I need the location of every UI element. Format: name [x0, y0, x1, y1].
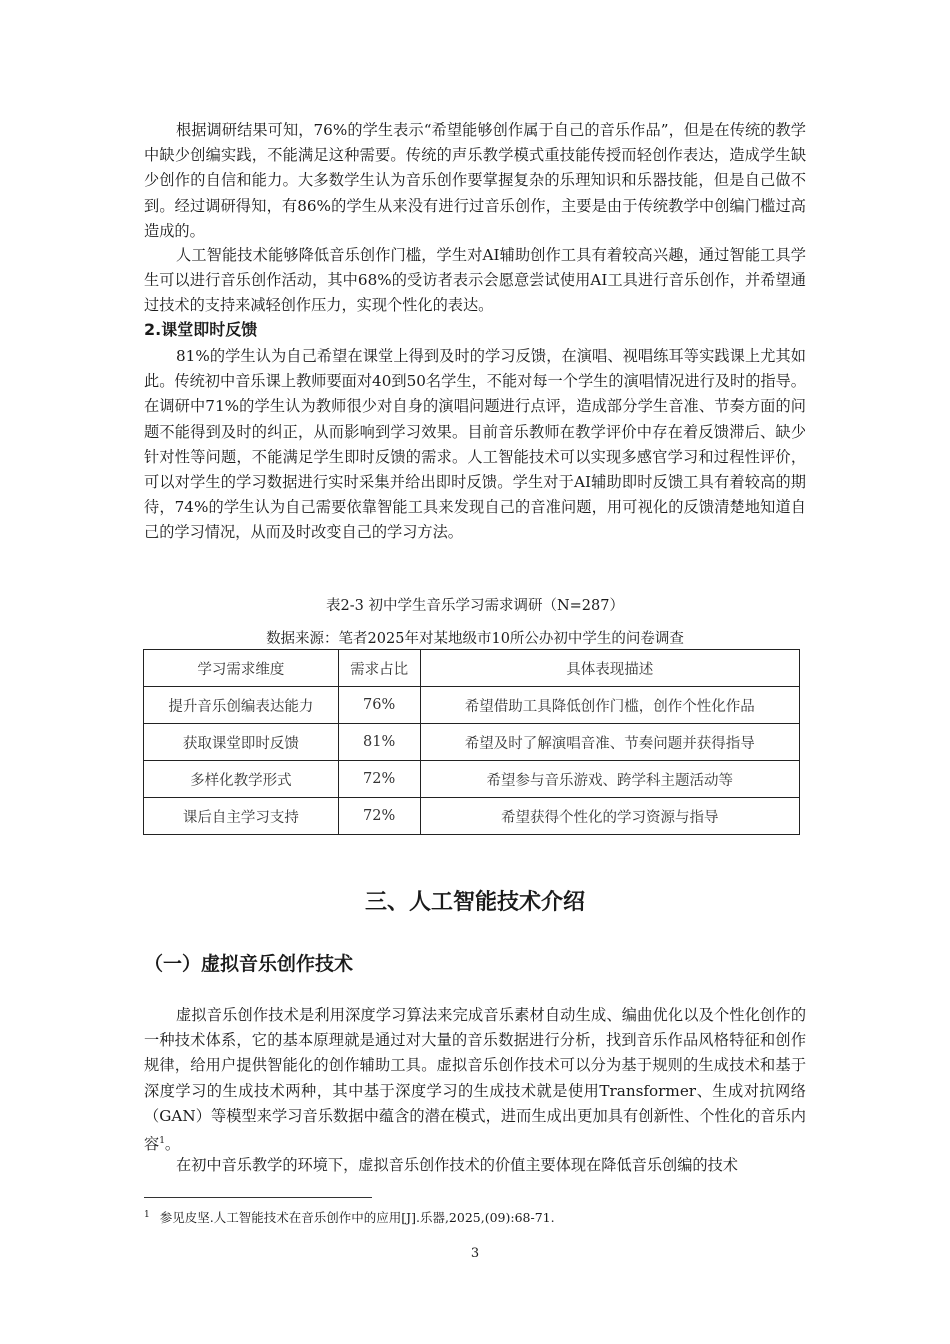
- paragraph-end: 。: [164, 1135, 181, 1154]
- survey-table: [143, 649, 800, 835]
- footnote-text: 参见皮坚.人工智能技术在音乐创作中的应用[J].乐器,2025,(09):68-71.: [159, 1210, 555, 1225]
- paragraph-creation-survey: 根据调研结果可知，76%的学生表示“希望能够创作属于自己的音乐作品”，但是在传统的教学中缺少创编实践，不能满足这种需要。传统的声乐教学模式重技能传授而轻创作表达，造成学生缺少创作的自信和能力。大多数学生认为音乐创作要掌握复杂的乐理知识和乐器技能，但是自己做不到。经过调研得知，有86%的学生从来没有进行过音乐创作，主要是由于传统教学中创编门槛过高造成的。: [144, 121, 806, 240]
- table-cell: 81%: [338, 724, 420, 761]
- table-cell: 72%: [338, 798, 420, 835]
- table-header-cell: 学习需求维度: [144, 650, 339, 687]
- footnote-mark: 1: [144, 1209, 150, 1220]
- page-number: 3: [470, 1246, 480, 1261]
- table-cell: 获取课堂即时反馈: [144, 724, 339, 761]
- subheading-classroom-feedback: 2.课堂即时反馈: [144, 320, 258, 339]
- table-cell: 希望及时了解演唱音准、节奏问题并获得指导: [420, 724, 799, 761]
- section-title: 三、人工智能技术介绍: [364, 890, 585, 915]
- table-row: [144, 687, 800, 724]
- table-row: [144, 798, 800, 835]
- table-cell: 课后自主学习支持: [144, 798, 339, 835]
- table-cell: 希望获得个性化的学习资源与指导: [420, 798, 799, 835]
- table-cell: 希望参与音乐游戏、跨学科主题活动等: [420, 761, 799, 798]
- table-row: [144, 761, 800, 798]
- paragraph-text: 虚拟音乐创作技术是利用深度学习算法来完成音乐素材自动生成、编曲优化以及个性化创作的一种技术体系，它的基本原理就是通过对大量的音乐数据进行分析，找到音乐作品风格特征和创作规律，给用户提供智能化的创作辅助工具。虚拟音乐创作技术可以分为基于规则的生成技术和基于深度学习的生成技术两种，其中基于深度学习的生成技术就是使用Transformer、生成对抗网络（GAN）等模型来学习音乐数据中蕴含的潜在模式，进而生成出更加具有创新性、个性化的音乐内容: [144, 1006, 806, 1154]
- table-header-row: [144, 650, 800, 687]
- paragraph-instant-feedback: 81%的学生认为自己希望在课堂上得到及时的学习反馈，在演唱、视唱练耳等实践课上尤其如此。传统初中音乐课上教师要面对40到50名学生，不能对每一个学生的演唱情况进行及时的指导。在调研中71%的学生认为教师很少对自身的演唱问题进行点评，造成部分学生音准、节奏方面的问题不能得到及时的纠正，从而影响到学习效果。目前音乐教师在教学评价中存在着反馈滞后、缺少针对性等问题，不能满足学生即时反馈的需求。人工智能技术可以实现多感官学习和过程性评价，可以对学生的学习数据进行实时采集并给出即时反馈。学生对于AI辅助即时反馈工具有着较高的期待，74%的学生认为自己需要依靠智能工具来发现自己的音准问题，用可视化的反馈清楚地知道自己的学习情况，从而及时改变自己的学习方法。: [144, 347, 806, 542]
- table-cell: 多样化教学形式: [144, 761, 339, 798]
- footnote-reference: 1: [159, 1136, 165, 1147]
- table-row: [144, 724, 800, 761]
- table-header-cell: 具体表现描述: [420, 650, 799, 687]
- table-cell: 72%: [338, 761, 420, 798]
- paragraph-teaching-value: 在初中音乐教学的环境下，虚拟音乐创作技术的价值主要体现在降低音乐创编的技术: [176, 1156, 738, 1174]
- table-cell: 76%: [338, 687, 420, 724]
- table-cell: 希望借助工具降低创作门槛，创作个性化作品: [420, 687, 799, 724]
- table-source: 数据来源：笔者2025年对某地级市10所公办初中学生的问卷调查: [266, 631, 684, 647]
- subsection-title: （一）虚拟音乐创作技术: [144, 953, 354, 975]
- table-cell: 提升音乐创编表达能力: [144, 687, 339, 724]
- footnote-divider: [144, 1197, 372, 1198]
- paragraph-virtual-music-tech: [144, 1003, 806, 1157]
- table-header-cell: 需求占比: [338, 650, 420, 687]
- table-caption: 表2-3 初中学生音乐学习需求调研（N=287）: [326, 598, 624, 614]
- paragraph-ai-lowers-threshold: 人工智能技术能够降低音乐创作门槛，学生对AI辅助创作工具有着较高兴趣，通过智能工具学生可以进行音乐创作活动，其中68%的受访者表示会愿意尝试使用AI工具进行音乐创作，并希望通过技术的支持来减轻创作压力，实现个性化的表达。: [144, 246, 806, 315]
- footnote: [144, 1208, 555, 1226]
